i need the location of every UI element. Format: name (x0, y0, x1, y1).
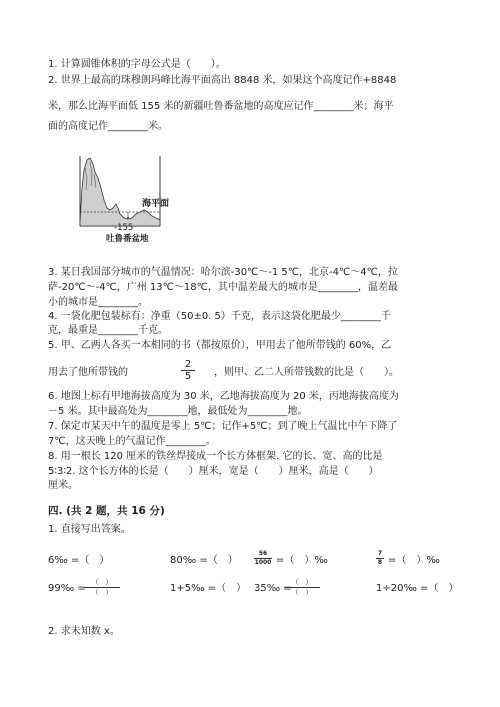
calc-r2c1-pre: 99‰ = (48, 583, 86, 594)
question-2-line-3: 面的高度记作________米。 (48, 121, 168, 132)
calc-r2c1-numerator: （ ） (84, 578, 120, 588)
calc-r2c1-denominator: （ ） (91, 588, 113, 596)
section-4-heading: 四. (共 2 题，共 16 分) (48, 505, 165, 517)
subquestion-1: 1. 直接写出答案。 (48, 524, 131, 535)
question-4-line-1: 4. 一袋化肥包装标有：净重（50±0. 5）千克，表示这袋化肥最少________千 (48, 311, 391, 322)
calc-r2c3-fraction (284, 578, 320, 597)
question-1: 1. 计算圆锥体积的字母公式是（ ）。 (48, 59, 226, 70)
calc-r1c3-numerator: 56 (254, 550, 272, 559)
question-8-line-3: 厘米。 (48, 480, 78, 491)
calc-r1c4-denominator: 8 (377, 559, 383, 566)
calc-r1c3-rest: =（ ）‰ (276, 555, 328, 566)
calc-r1c4-rest: =（ ）‰ (388, 555, 440, 566)
question-5-line-2-post: ，则甲、乙二人所带钱数的比是（ ）。 (214, 367, 399, 378)
question-8-line-1: 8. 用一根长 120 厘米的铁丝焊接成一个长方体框架. 它的长、宽、高的比是 (48, 451, 383, 462)
calc-r1c4-fraction (376, 550, 384, 567)
calc-r2c1-fraction (84, 578, 120, 597)
question-3-line-2: 萨-20℃～-4℃，广州 13℃～18℃，其中温差最大的城市是________，温差最 (48, 282, 398, 293)
fraction-two-fifths (181, 359, 195, 382)
question-2-line-1: 2. 世界上最高的珠穆朗玛峰比海平面高出 8848 米，如果这个高度记作+8848 (48, 75, 397, 86)
fraction-numerator: 2 (181, 359, 195, 371)
question-6-line-1: 6. 地图上标有甲地海拔高度为 30 米，乙地海拔高度为 20 米，丙地海拔高度为 (48, 391, 399, 402)
fraction-denominator: 5 (184, 371, 192, 382)
calc-r2c4: 1÷20‰ =（ ） (376, 583, 459, 594)
calc-r1c3-denominator: 1000 (254, 559, 272, 566)
calc-r1c1: 6‰ =（ ） (48, 555, 110, 566)
calc-r1c4-numerator: 7 (377, 550, 383, 557)
question-5-line-1: 5. 甲、乙两人各买一本相同的书（都按原价），甲用去了他所带钱的 60%，乙 (48, 340, 392, 351)
question-4-line-2: 克，最重是________千克。 (48, 325, 168, 336)
question-7-line-2: 7℃，这天晚上的气温记作________。 (48, 436, 216, 447)
question-6-line-2: －5 米。其中最高处为________地，最低处为________地。 (48, 406, 308, 417)
calc-r2c3-pre: 35‰ = (254, 583, 292, 594)
calc-r2c3-denominator: （ ） (291, 588, 313, 596)
calc-r2c2: 1+5‰ =（ ） (170, 583, 247, 594)
question-8-line-2: 5∶3∶2. 这个长方体的长是（ ）厘米，宽是（ ）厘米，高是（ ） (48, 466, 379, 477)
question-5-line-2-pre: 用去了他所带钱的 (48, 367, 128, 378)
subquestion-2: 2. 求未知数 x。 (48, 626, 120, 637)
question-3-line-3: 小的城市是________。 (48, 297, 148, 308)
sea-level-label: 海平面 (142, 199, 170, 209)
calc-r1c3-fraction (254, 550, 272, 567)
basin-label: 吐鲁番盆地 (106, 234, 149, 244)
depth-label: -155 (114, 223, 134, 233)
question-2-line-2: 米，那么比海平面低 155 米的新疆吐鲁番盆地的高度应记作________米；海平 (48, 101, 394, 112)
calc-r2c3-numerator: （ ） (284, 578, 320, 588)
question-7-line-1: 7. 保定市某天中午的温度是零上 5℃；记作+5℃；到了晚上气温比中午下降了 (48, 421, 398, 432)
calc-r1c2: 80‰ =（ ） (170, 555, 238, 566)
question-3-line-1: 3. 某日我国部分城市的气温情况：哈尔滨-30℃～-1 5℃，北京-4℃～4℃，拉 (48, 267, 398, 278)
